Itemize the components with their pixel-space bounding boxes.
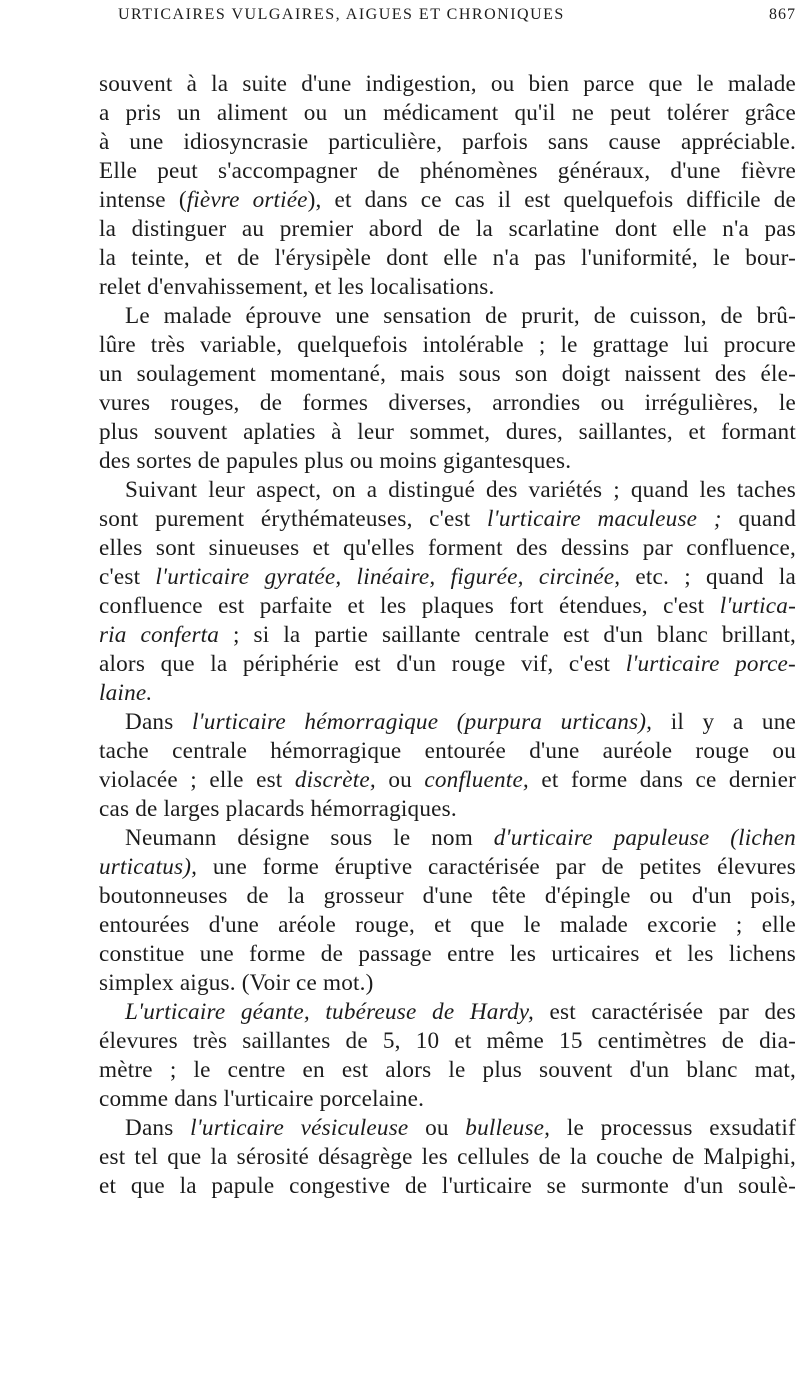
italic-term: discrète, xyxy=(294,767,376,793)
italic-term: laine. xyxy=(99,680,153,706)
text-line: lûre très variable, quelquefois intolérable ; le grattage lui procure xyxy=(99,332,796,358)
italic-term: d'urticaire papuleuse (lichen xyxy=(493,825,796,851)
text-line: confluence est parfaite et les plaques fort étendues, c'est l'urtica- xyxy=(99,593,796,619)
text-line: entourées d'une aréole rouge, et que le malade excorie ; elle xyxy=(99,912,796,938)
text-line: c'est l'urticaire gyratée, linéaire, figurée, circinée, etc. ; quand la xyxy=(99,564,796,590)
text-line: la distinguer au premier abord de la scarlatine dont elle n'a pas xyxy=(99,216,796,242)
text-line: elles sont sinueuses et qu'elles forment des dessins par confluence, xyxy=(99,535,796,561)
text-line: plus souvent aplaties à leur sommet, dures, saillantes, et formant xyxy=(99,419,796,445)
text-line xyxy=(99,679,796,708)
paragraph-start: Neumann désigne sous le nom d'urticaire papuleuse (lichen xyxy=(125,825,796,851)
italic-term: l'urticaire vésiculeuse xyxy=(190,1115,409,1141)
body-text xyxy=(99,70,796,1201)
text-line: tache centrale hémorragique entourée d'une auréole rouge ou xyxy=(99,738,796,764)
paragraph-start: Dans l'urticaire vésiculeuse ou bulleuse, le processus exsudatif xyxy=(125,1115,796,1141)
paragraph-start: Suivant leur aspect, on a distingué des variétés ; quand les taches xyxy=(125,477,796,503)
text-line: élevures très saillantes de 5, 10 et même 15 centimètres de dia- xyxy=(99,1028,796,1054)
text-line: simplex aigus. (Voir ce mot.) xyxy=(99,970,374,996)
italic-term: urticatus), xyxy=(99,854,198,880)
text-line: des sortes de papules plus ou moins gigantesques. xyxy=(99,448,572,474)
running-header xyxy=(118,6,796,34)
text-line: a pris un aliment ou un médicament qu'il ne peut tolérer grâce xyxy=(99,100,796,126)
text-line: boutonneuses de la grosseur d'une tête d'épingle ou d'un pois, xyxy=(99,883,796,909)
italic-term: bulleuse, xyxy=(465,1115,551,1141)
text-line: et que la papule congestive de l'urticaire se surmonte d'un soulè- xyxy=(99,1173,796,1199)
paragraph-start: L'urticaire géante, tubéreuse de Hardy, est caractérisée par des xyxy=(125,999,796,1025)
text-line: alors que la périphérie est d'un rouge vif, c'est l'urticaire porce- xyxy=(99,651,796,677)
italic-term: l'urticaire hémorragique (purpura urticans), xyxy=(192,709,653,735)
italic-term: ria conferta xyxy=(99,622,219,648)
text-line: constitue une forme de passage entre les urticaires et les lichens xyxy=(99,941,796,967)
text-line: violacée ; elle est discrète, ou confluente, et forme dans ce dernier xyxy=(99,767,796,793)
paragraph-start: Dans l'urticaire hémorragique (purpura urticans), il y a une xyxy=(125,709,796,735)
text-line: vures rouges, de formes diverses, arrondies ou irrégulières, le xyxy=(99,390,796,416)
italic-term: l'urticaire porce- xyxy=(625,651,796,677)
text-line: à une idiosyncrasie particulière, parfois sans cause appréciable. xyxy=(99,129,796,155)
italic-term: fièvre ortiée xyxy=(186,187,308,213)
text-line: sont purement érythémateuses, c'est l'urticaire maculeuse ; quand xyxy=(99,506,796,532)
text-line: Elle peut s'accompagner de phénomènes généraux, d'une fièvre xyxy=(99,158,796,184)
text-line: urticatus), une forme éruptive caractérisée par de petites élevures xyxy=(99,854,796,880)
text-line: est tel que la sérosité désagrège les cellules de la couche de Malpighi, xyxy=(99,1144,796,1170)
text-line: comme dans l'urticaire porcelaine. xyxy=(99,1086,425,1112)
italic-term: l'urtica- xyxy=(719,593,796,619)
text-line: intense (fièvre ortiée), et dans ce cas il est quelquefois difficile de xyxy=(99,187,796,213)
text-line: la teinte, et de l'érysipèle dont elle n'a pas l'uniformité, le bour- xyxy=(99,245,796,271)
italic-term: l'urticaire gyratée, linéaire, figurée, circinée, xyxy=(155,564,621,590)
running-title: URTICAIRES VULGAIRES, AIGUES ET CHRONIQUES xyxy=(118,6,565,23)
text-line: un soulagement momentané, mais sous son doigt naissent des éle- xyxy=(99,361,796,387)
page-number: 867 xyxy=(769,6,796,23)
italic-term: confluente, xyxy=(424,767,529,793)
text-line: cas de larges placards hémorragiques. xyxy=(99,796,457,822)
text-line: mètre ; le centre en est alors le plus souvent d'un blanc mat, xyxy=(99,1057,796,1083)
paragraph-start: Le malade éprouve une sensation de prurit, de cuisson, de brû- xyxy=(125,303,796,329)
text-line: ria conferta ; si la partie saillante centrale est d'un blanc brillant, xyxy=(99,622,796,648)
italic-term: L'urticaire géante, tubéreuse de Hardy, xyxy=(125,999,534,1025)
text-line: relet d'envahissement, et les localisations. xyxy=(99,274,495,300)
italic-term: l'urticaire maculeuse ; xyxy=(487,506,722,532)
text-line: souvent à la suite d'une indigestion, ou bien parce que le malade xyxy=(99,71,796,97)
